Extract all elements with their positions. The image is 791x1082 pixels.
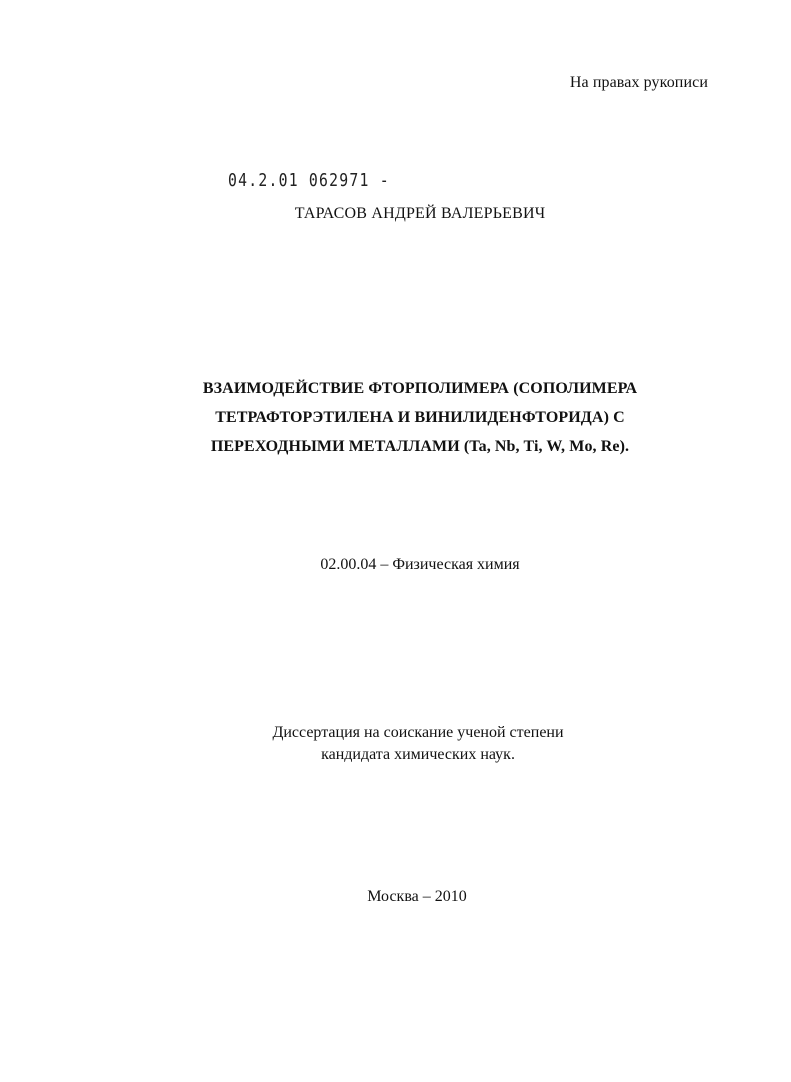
rights-notice: На правах рукописи (569, 74, 708, 91)
degree-line-1: Диссертация на соискание ученой степени (272, 724, 564, 741)
title-line-2: ТЕТРАФТОРЭТИЛЕНА И ВИНИЛИДЕНФТОРИДА) С (215, 409, 625, 426)
registration-stamp: 04.2.01 062971 - (228, 170, 390, 191)
author-name: ТАРАСОВ АНДРЕЙ ВАЛЕРЬЕВИЧ (294, 205, 546, 222)
title-line-3: ПЕРЕХОДНЫМИ МЕТАЛЛАМИ (Ta, Nb, Ti, W, Mo, Re). (210, 438, 630, 455)
dissertation-title (150, 374, 690, 461)
specialty-code: 02.00.04 – Физическая химия (320, 556, 520, 573)
title-line-1: ВЗАИМОДЕЙСТВИЕ ФТОРПОЛИМЕРА (СОПОЛИМЕРА (202, 380, 638, 397)
degree-line-2: кандидата химических наук. (321, 746, 515, 763)
city-year: Москва – 2010 (367, 888, 467, 905)
degree-statement (0, 722, 791, 766)
